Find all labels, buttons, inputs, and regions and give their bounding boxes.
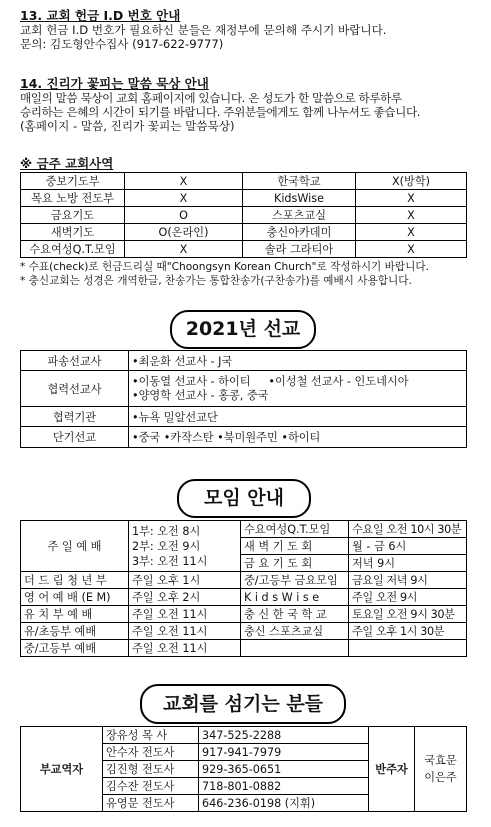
accompanist-name-1: 국효문 [424, 754, 457, 767]
weekly-status: O [125, 207, 243, 224]
mission-cell-2 [129, 371, 467, 407]
mission-label-4: 단기선교 [21, 427, 129, 448]
notice-14 [20, 76, 477, 133]
meeting-time: 주일 오후 1시 [129, 572, 241, 589]
right-top-time-2: 월 - 금 6시 [349, 538, 467, 555]
meeting-time: 토요일 오전 9시 30분 [349, 606, 467, 623]
meeting-time: 주일 오후 2시 [129, 589, 241, 606]
meeting-time: 금요일 저녁 9시 [349, 572, 467, 589]
meeting-name: 더 드 림 청 년 부 [21, 572, 129, 589]
accompanist-label: 반주자 [369, 727, 415, 812]
weekly-ministry: 금요기도 [21, 207, 125, 224]
staff-name-2: 안수자 전도사 [103, 744, 199, 761]
staff-name-5: 유영문 전도사 [103, 795, 199, 812]
weekly-status: X [125, 190, 243, 207]
weekly-status: X [356, 190, 467, 207]
weekly-note-2: * 충신교회는 성경은 개역한글, 찬송가는 통합찬송가(구찬송가)를 예배시 사용합니다. [20, 275, 412, 287]
staff-name-1: 장유성 목 사 [103, 727, 199, 744]
mission-value-1: •최운화 선교사 - J국 [129, 351, 467, 371]
meeting-time: 주일 오전 11시 [129, 606, 241, 623]
weekly-status: O(온라인) [125, 224, 243, 241]
weekly-ministry: KidsWise [243, 190, 356, 207]
weekly-ministry: 충신아카데미 [243, 224, 356, 241]
mission-label-2: 협력선교사 [21, 371, 129, 407]
notice-13-line1: 교회 헌금 I.D 번호가 필요하신 분들은 재정부에 문의해 주시기 바랍니다. [20, 23, 387, 37]
staff-phone-4: 718-801-0882 [199, 778, 369, 795]
weekly-ministry: 수요여성Q.T.모임 [21, 241, 125, 258]
weekly-row [21, 207, 467, 224]
meeting-name: 충신 스포츠교실 [241, 623, 349, 640]
worship-times [129, 521, 241, 572]
meeting-time: 주일 오전 11시 [129, 640, 241, 657]
staff-phone-1: 347-525-2288 [199, 727, 369, 744]
notice-13 [20, 8, 477, 51]
worship-label: 주 일 예 배 [21, 521, 129, 572]
meeting-name: 유 치 부 예 배 [21, 606, 129, 623]
meeting-time: 주일 오전 11시 [129, 623, 241, 640]
meeting-name: 중/고등부 금요모임 [241, 572, 349, 589]
weekly-status: X [356, 207, 467, 224]
meeting-name: 영 어 예 배 (E M) [21, 589, 129, 606]
weekly-status: X [356, 241, 467, 258]
worship-time-1: 1부: 오전 8시 [132, 524, 201, 538]
weekly-ministry: 스포츠교실 [243, 207, 356, 224]
notice-13-line2: 문의: 김도형안수집사 (917-622-9777) [20, 37, 224, 51]
notice-13-title: 13. 교회 헌금 I.D 번호 안내 [20, 8, 181, 23]
weekly-status: X [125, 173, 243, 190]
weekly-note-1: * 수표(check)로 헌금드리실 때"Choongsyn Korean Church"로 작성하시기 바랍니다. [20, 261, 429, 273]
weekly-row [21, 224, 467, 241]
right-top-time-1: 수요일 오전 10시 30분 [349, 521, 467, 538]
staff-label: 부교역자 [21, 727, 103, 812]
meetings-title: 모임 안내 [177, 479, 311, 518]
mission-value-2c: •양영학 선교사 - 홍콩, 중국 [132, 388, 269, 402]
meeting-row [21, 640, 467, 657]
servants-table [20, 726, 467, 812]
weekly-title: ※ 금주 교회사역 [20, 156, 114, 171]
mission-label-3: 협력기관 [21, 407, 129, 427]
meeting-name [241, 640, 349, 657]
weekly-ministry: 한국학교 [243, 173, 356, 190]
staff-name-4: 김수잔 전도사 [103, 778, 199, 795]
mission-title: 2021년 선교 [170, 310, 316, 349]
mission-label-1: 파송선교사 [21, 351, 129, 371]
staff-phone-3: 929-365-0651 [199, 761, 369, 778]
accompanist-name-2: 이은주 [424, 771, 457, 784]
right-top-name-1: 수요여성Q.T.모임 [241, 521, 349, 538]
meetings-table [20, 520, 467, 657]
weekly-row [21, 241, 467, 258]
meeting-name: 유/초등부 예배 [21, 623, 129, 640]
notice-14-line1: 매일의 말씀 묵상이 교회 홈페이지에 있습니다. 온 성도가 한 말씀으로 하루하루 [20, 91, 402, 105]
mission-value-2b: •이성철 선교사 - 인도네시아 [268, 374, 409, 388]
meeting-name: 중/고등부 예배 [21, 640, 129, 657]
worship-time-3: 3부: 오전 11시 [132, 554, 208, 568]
mission-value-2a: •이동열 선교사 - 하이티 [132, 374, 251, 388]
weekly-ministry: 목요 노방 전도부 [21, 190, 125, 207]
weekly-row [21, 190, 467, 207]
meeting-row [21, 572, 467, 589]
meeting-row [21, 623, 467, 640]
staff-phone-2: 917-941-7979 [199, 744, 369, 761]
meeting-time: 주일 오전 9시 [349, 589, 467, 606]
weekly-status: X(방학) [356, 173, 467, 190]
meeting-row [21, 606, 467, 623]
weekly-ministry: 새벽기도 [21, 224, 125, 241]
meeting-name: 충 신 한 국 학 교 [241, 606, 349, 623]
weekly-ministry: 솔라 그라티아 [243, 241, 356, 258]
notice-14-title: 14. 진리가 꽃피는 말씀 묵상 안내 [20, 76, 209, 91]
weekly-row [21, 173, 467, 190]
meeting-row [21, 589, 467, 606]
mission-value-3: •뉴욕 밀알선교단 [129, 407, 467, 427]
weekly-ministry: 중보기도부 [21, 173, 125, 190]
mission-value-4: •중국 •카작스탄 •북미원주민 •하이티 [129, 427, 467, 448]
staff-name-3: 김진형 전도사 [103, 761, 199, 778]
right-top-time-3: 저녁 9시 [349, 555, 467, 572]
notice-14-line3: (홈페이지 - 말씀, 진리가 꽃피는 말씀묵상) [20, 119, 235, 133]
weekly-status: X [125, 241, 243, 258]
right-top-name-3: 금 요 기 도 회 [241, 555, 349, 572]
mission-table [20, 350, 467, 448]
weekly-table [20, 172, 467, 258]
meeting-time [349, 640, 467, 657]
worship-time-2: 2부: 오전 9시 [132, 539, 201, 553]
meeting-name: K i d s W i s e [241, 589, 349, 606]
staff-phone-5: 646-236-0198 (지휘) [199, 795, 369, 812]
right-top-name-2: 새 벽 기 도 회 [241, 538, 349, 555]
accompanist-names [415, 727, 467, 812]
weekly-status: X [356, 224, 467, 241]
servants-title: 교회를 섬기는 분들 [140, 684, 346, 724]
notice-14-line2: 승리하는 은혜의 시간이 되기를 바랍니다. 주위분들에게도 함께 나누셔도 좋습니다. [20, 105, 421, 119]
meeting-time: 주일 오후 1시 30분 [349, 623, 467, 640]
